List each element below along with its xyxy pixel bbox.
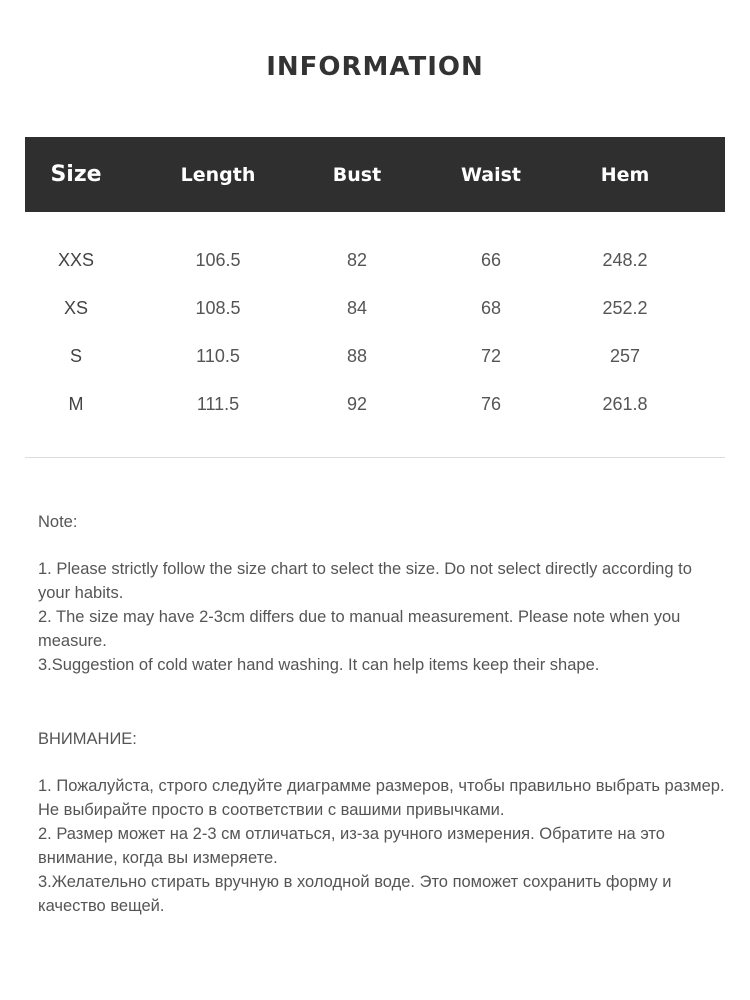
cell-bust: 82 [346,249,368,270]
note-heading-en: Note: [38,513,78,531]
header-size: Size [50,162,102,187]
note-heading-ru: ВНИМАНИЕ: [38,730,137,748]
header-length: Length [180,163,256,186]
cell-hem: 261.8 [602,393,648,414]
table-body [25,212,725,428]
note-item-en: 3.Suggestion of cold water hand washing. It can help items keep their shape. [38,656,600,674]
table-row [25,284,725,332]
cell-size: XS [63,297,88,318]
header-hem: Hem [600,163,650,186]
cell-bust: 84 [346,297,368,318]
size-chart-table [25,137,725,428]
cell-size: M [68,393,84,414]
cell-length: 110.5 [196,345,240,366]
cell-hem: 248.2 [602,249,648,270]
cell-size: S [69,345,82,366]
cell-hem: 252.2 [602,297,648,318]
table-header-row [25,137,725,212]
note-item-en: 2. The size may have 2-3cm differs due to manual measurement. Please note when you measure. [38,608,681,650]
header-waist: Waist [460,163,521,186]
cell-waist: 76 [480,393,502,414]
cell-waist: 68 [480,297,502,318]
cell-hem: 257 [609,345,641,366]
note-item-ru: 3.Желательно стирать вручную в холодной воде. Это поможет сохранить форму и качество вещей. [38,873,672,915]
table-row [25,236,725,284]
cell-length: 111.5 [196,393,240,414]
note-list-en [38,557,728,677]
cell-bust: 88 [346,345,368,366]
cell-bust: 92 [346,393,368,414]
page-title: INFORMATION [266,52,484,82]
cell-size: XXS [57,249,95,270]
note-list-ru [38,774,728,918]
cell-length: 108.5 [195,297,241,318]
note-item-ru: 2. Размер может на 2-3 см отличаться, из-за ручного измерения. Обратите на это внимание, когда вы измеряете. [38,825,665,867]
cell-length: 106.5 [195,249,241,270]
cell-waist: 66 [480,249,502,270]
header-bust: Bust [332,163,382,186]
table-row [25,332,725,380]
cell-waist: 72 [480,345,502,366]
note-item-en: 1. Please strictly follow the size chart to select the size. Do not select directly according to your habits. [38,560,692,602]
note-item-ru: 1. Пожалуйста, строго следуйте диаграмме размеров, чтобы правильно выбрать размер. Не выбирайте просто в соответствии с вашими привычками. [38,777,725,819]
table-row [25,380,725,428]
section-divider [25,457,725,458]
